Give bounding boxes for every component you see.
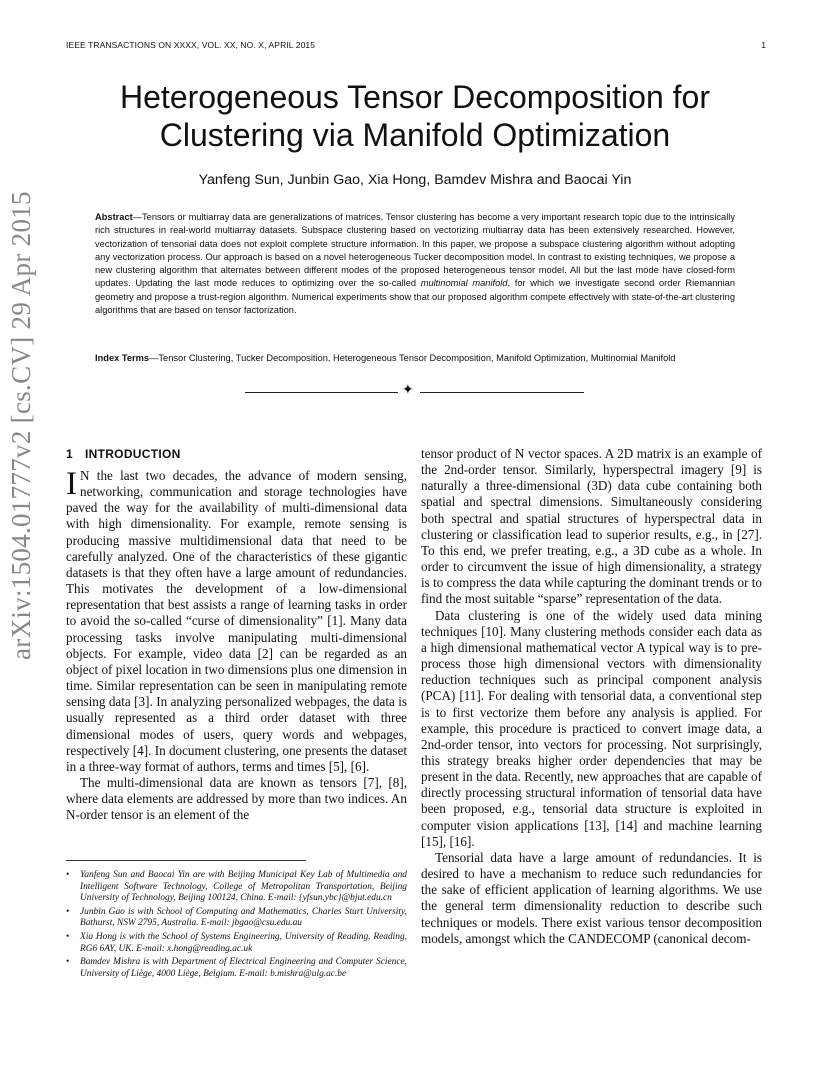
title-line-2: Clustering via Manifold Optimization <box>159 117 671 153</box>
paper-title <box>70 78 760 154</box>
footnote-text: Bamdev Mishra is with Department of Electrical Engineering and Computer Science, University of Liège, 4000 Liège, Belgium. E-mail: b.mishra@ulg.ac.be <box>80 957 407 979</box>
footnote-rule <box>66 860 306 861</box>
section-title: INTRODUCTION <box>84 447 181 461</box>
bullet-icon: • <box>66 870 70 880</box>
separator-star-icon: ✦ <box>402 383 414 398</box>
bullet-icon: • <box>66 931 70 942</box>
intro-paragraph-1-text: N the last two decades, the advance of modern sensing, networking, communication and storage technologies have paved the way for the availability of multi-dimensional data with high dimensionality. For example, remote sensing is producing massive multidimensional data that need to be carefully analyzed. One of the characteristics of these gigantic datasets is that they often have a large amount of redundancies. This motivates the development of a low-dimensional representation that best assists a range of learning tasks in order to avoid the so-called “curse of dimensionality” [1]. Many data processing tasks involve manipulating multi-dimensional objects. For example, video data [2] can be regarded as an object of pixel location in two dimensions plus one dimension in time. Similar representation can be seen in manipulating remote sensing data [3]. In analyzing personalized webpages, the data is usually represented as a third order dataset with three dimensional modes of users, query words and webpages, respectively [4]. In document clustering, one presents the dataset in a three-way format of authors, terms and times [5], [6]. <box>66 468 407 774</box>
footnote-list <box>66 870 407 982</box>
running-header: IEEE TRANSACTIONS ON XXXX, VOL. XX, NO. X, APRIL 2015 <box>66 40 316 50</box>
index-terms <box>95 352 735 365</box>
author-list: Yanfeng Sun, Junbin Gao, Xia Hong, Bamdev Mishra and Baocai Yin <box>198 172 632 188</box>
abstract-text-2: , for which we investigate second order Riemannian geometry and propose a trust-region algorithm. Numerical experiments show that our proposed algorithm compete effectively with state-of-the-art clustering algorithms that are based on tensor factorization. <box>95 278 735 315</box>
footnote-item <box>66 957 407 980</box>
index-terms-text: —Tensor Clustering, Tucker Decomposition, Heterogeneous Tensor Decomposition, Manifold Optimization, Multinomial Manifold <box>149 353 676 363</box>
footnote-text: Junbin Gao is with School of Computing and Mathematics, Charles Sturt University, Bathurst, NSW 2795, Australia. E-mail: jbgao@csu.edu.au <box>80 906 407 929</box>
abstract-text-1: —Tensors or multiarray data are generalizations of matrices. Tensor clustering has become a very important research topic due to the intrinsically rich structures in real-world multiarray datasets. Subspace clustering based on vectorizing multiarray data has been extensively researched. However, vectorization of tensorial data does not exploit complete structure information. In this paper, we propose a subspace clustering algorithm without adopting any vectorization process. Our approach is based on a novel heterogeneous Tucker decomposition model. In contrast to existing techniques, we propose a new clustering algorithm that alternates between different modes of the proposed heterogeneous tensor model. All but the last mode have closed-form updates. Updating the last mode reduces to optimizing over the so-called <box>95 212 735 289</box>
title-line-1: Heterogeneous Tensor Decomposition for <box>120 79 710 115</box>
abstract-label: Abstract <box>95 212 133 222</box>
left-column <box>66 468 407 823</box>
intro-paragraph-2: The multi-dimensional data are known as tensors [7], [8], where data elements are addressed by more than two indices. An N-order tensor is an element of the <box>66 774 407 823</box>
right-paragraph-1: tensor product of N vector spaces. A 2D matrix is an example of the 2nd-order tensor. Similarly, hyperspectral imagery [9] is naturally a three-dimensional (3D) data cube containing both spatial and spectral dimensions. Simultaneously considering both spectral and spatial structures of hyperspectral data in clustering or classification lead to superior results, e.g., in [27]. To this end, we prefer treating, e.g., a 3D cube as a whole. In order to circumvent the issue of high dimensionality, a strategy is to compress the data while capturing the dominant trends or to find the most suitable “sparse” representation of the data. <box>421 446 762 607</box>
footnote-item <box>66 932 407 955</box>
drop-cap: I <box>66 466 77 502</box>
footnote-item <box>66 907 407 930</box>
bullet-icon: • <box>66 906 70 917</box>
page-number: 1 <box>761 40 766 50</box>
separator-line-right <box>420 392 584 393</box>
index-terms-label: Index Terms <box>95 353 150 363</box>
intro-paragraph-1 <box>66 468 407 775</box>
footnote-text: Yanfeng Sun and Baocai Yin are with Beijing Municipal Key Lab of Multimedia and Intelligent Software Technology, College of Metropolitan Transportation, Beijing University of Technology, Beijing 100124, China. E-mail: {yfsun,ybc}@bjut.edu.cn <box>80 870 407 904</box>
section-heading <box>66 447 181 461</box>
arxiv-stamp: arXiv:1504.01777v2 [cs.CV] 29 Apr 2015 <box>6 191 36 660</box>
bullet-icon: • <box>66 957 70 968</box>
right-paragraph-2: Data clustering is one of the widely used data mining techniques [10]. Many clustering methods consider each data as a high dimensional mathematical vector A typical way is to pre-process those high dimensional vectors with dimensionality reduction techniques such as principal component analysis (PCA) [11]. For dealing with tensorial data, a conventional step is to first vectorize them before any analysis is applied. For example, this procedure is practiced to convert image data, a 2nd-order tensor, into vectors for processing. Not surprisingly, this strategy breaks higher order dependencies that may be present in the data. Recently, new approaches that are capable of directly processing structural information of tensorial data have been proposed, e.g., tensorial data structure is exploited in computer vision applications [13], [14] and machine learning [15], [16]. <box>421 607 762 849</box>
right-paragraph-3: Tensorial data have a large amount of redundancies. It is desired to have a mechanism to reduce such redundancies for the sake of efficient application of learning algorithms. We use the general term dimensionality reduction to describe such techniques or models. There exist various tensor decomposition models, amongst which the CANDECOMP (canonical decom- <box>421 849 762 946</box>
separator-line-left <box>245 392 398 393</box>
footnote-text: Xia Hong is with the School of Systems Engineering, University of Reading, Reading, RG6 6AY, UK. E-mail: x.hong@reading.ac.uk <box>80 931 407 954</box>
abstract <box>95 211 735 317</box>
right-column <box>421 446 762 947</box>
abstract-emphasis: multinomial manifold <box>420 278 508 289</box>
section-number: 1 <box>66 447 73 461</box>
footnote-item <box>66 870 407 905</box>
